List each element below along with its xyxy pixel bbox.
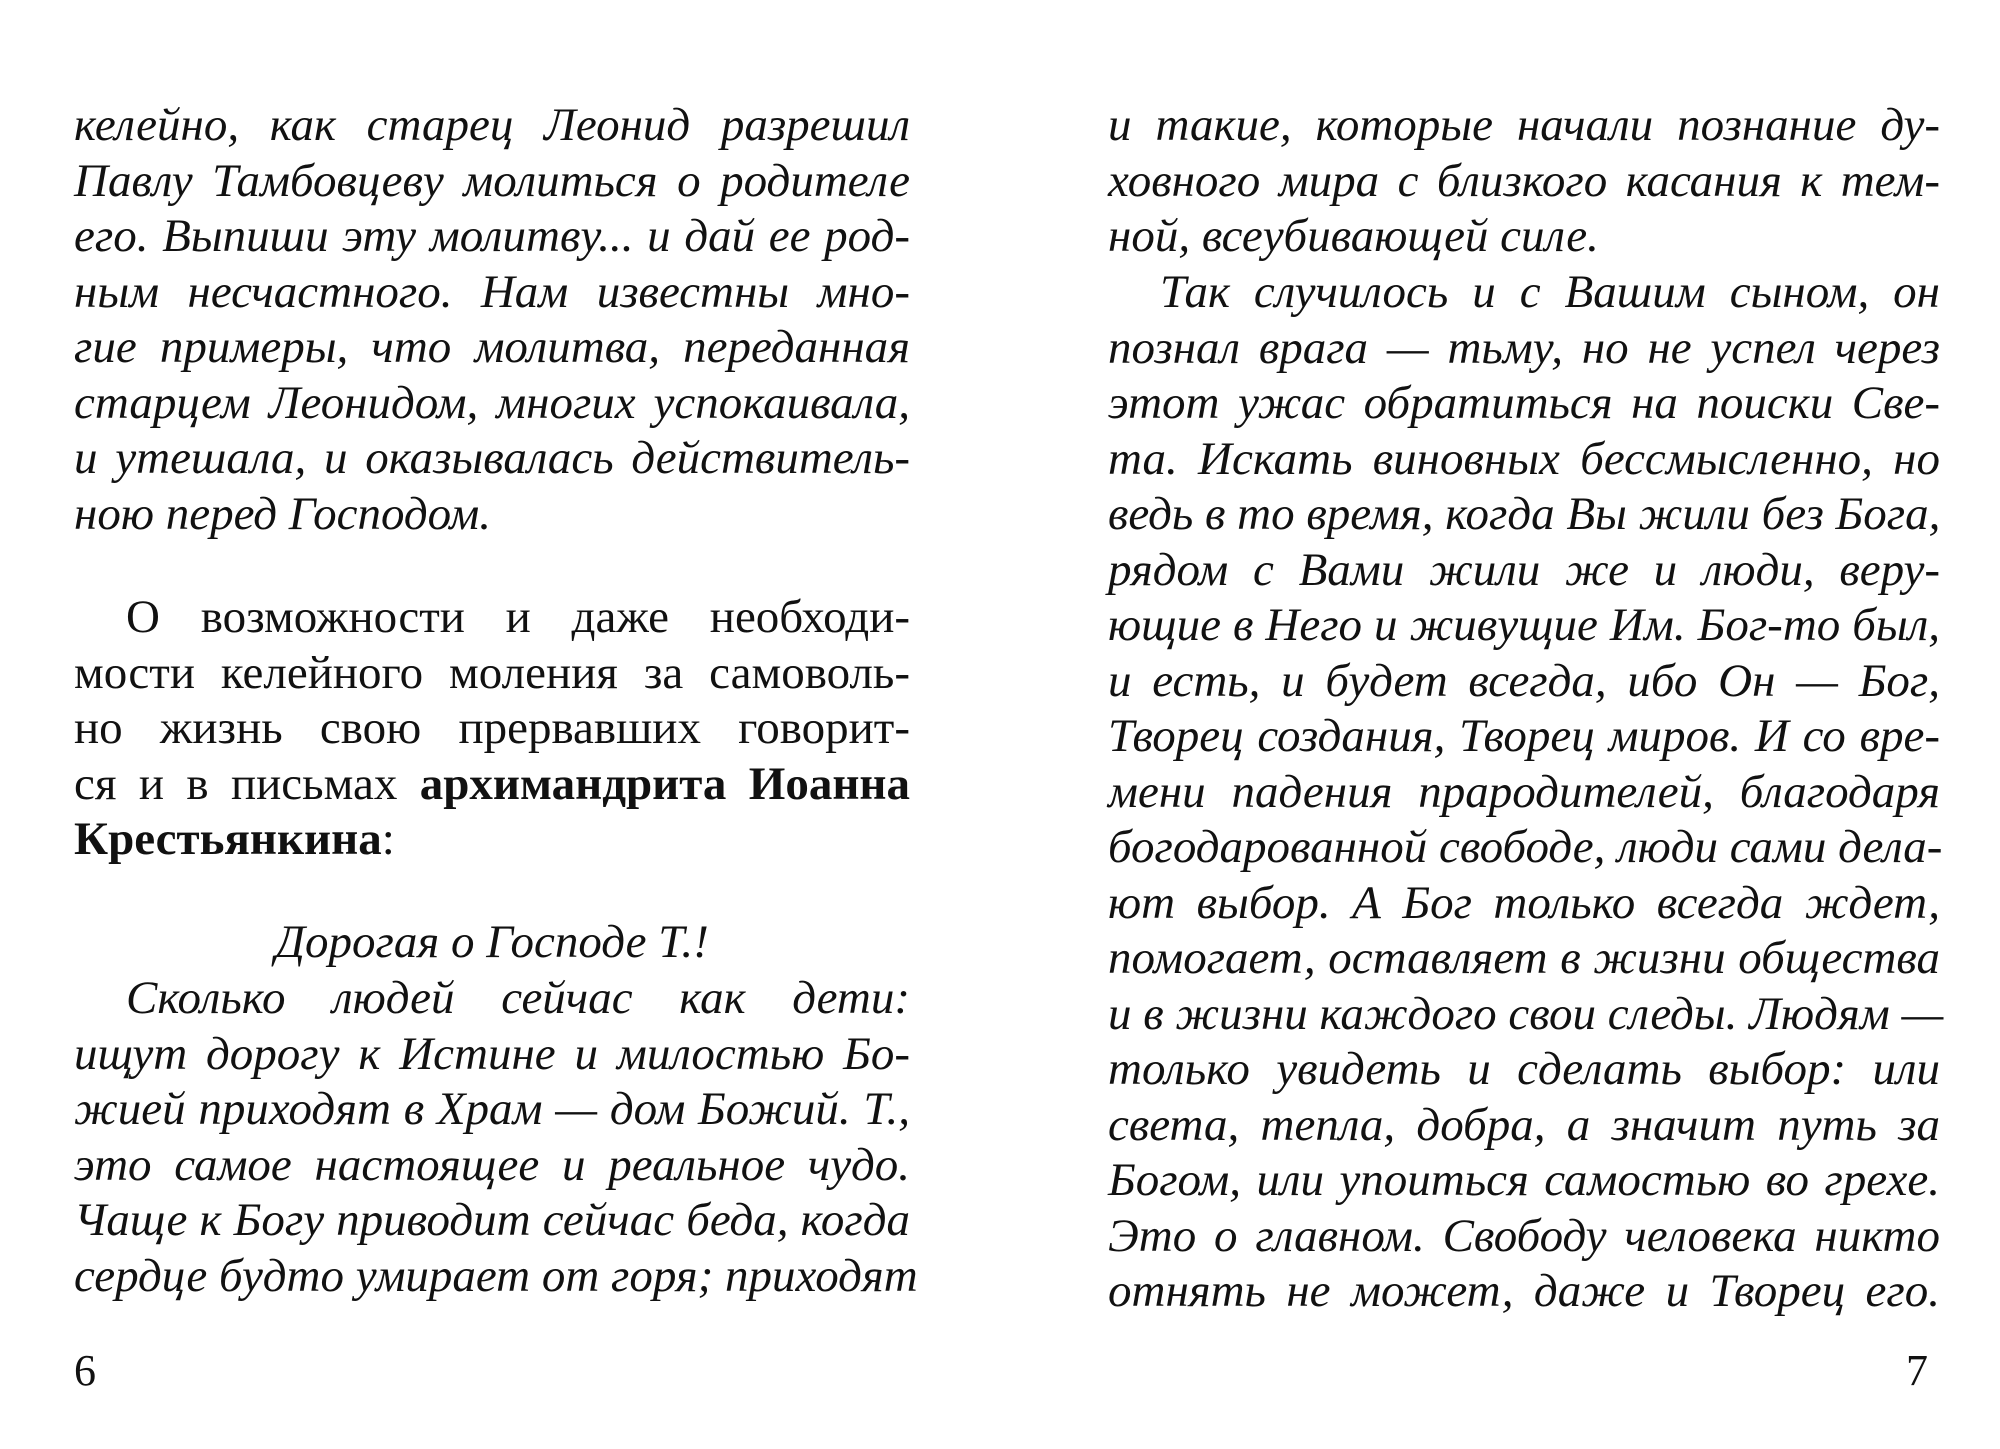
text-line: Чаще к Богу приводит сейчас беда, когда	[74, 1194, 910, 1246]
text-line: ведь в то время, когда Вы жили без Бога,	[1108, 488, 1941, 540]
page-number: 7	[1906, 1346, 1928, 1395]
right-paragraph-1	[1108, 98, 1940, 265]
colon: :	[381, 813, 395, 865]
text-line: Так случилось и с Вашим сыном, он	[1160, 266, 1940, 318]
text-line: та. Искать виновных бессмысленно, но	[1108, 432, 1940, 485]
text-line: и в жизни каждого свои следы. Людям —	[1108, 987, 1944, 1040]
text-line: ющие в Него и живущие Им. Бог-то был,	[1108, 599, 1940, 651]
text-line: Богом, или упоиться самостью во грехе.	[1108, 1154, 1940, 1206]
text-line: познал врага — тьму, но не успел через	[1108, 321, 1940, 374]
text-line	[74, 812, 910, 868]
text-line: О возможности и даже необходи-	[126, 591, 910, 643]
text-line: келейно, как старец Леонид разрешил	[74, 99, 910, 151]
text-line: и есть, и будет всегда, ибо Он — Бог,	[1108, 654, 1940, 707]
text-plain: ся и в письмах	[74, 757, 420, 810]
text-line: гие примеры, что молитва, переданная	[74, 321, 910, 373]
text-line: Павлу Тамбовцеву молиться о родителе	[74, 154, 910, 207]
right-page	[1000, 0, 2000, 1449]
text-line: Это о главном. Свободу человека никто	[1108, 1209, 1940, 1262]
text-line: ют выбор. А Бог только всегда ждет,	[1108, 876, 1940, 929]
salutation-line: Дорогая о Господе Т.!	[275, 916, 709, 968]
text-line: это самое настоящее и реальное чудо.	[74, 1138, 910, 1191]
text-line: света, тепла, добра, а значит путь за	[1108, 1098, 1940, 1151]
text-line: мости келейного моления за самоволь-	[74, 646, 910, 699]
text-line: Сколько людей сейчас как дети:	[126, 972, 910, 1024]
text-line: рядом с Вами жили же и люди, веру-	[1108, 543, 1940, 596]
left-paragraph-2	[74, 590, 910, 868]
text-line: этот ужас обратиться на поиски Све-	[1108, 377, 1940, 429]
text-line: ным несчастного. Нам известны мно-	[74, 265, 910, 318]
text-line: Творец создания, Творец миров. И со вре-	[1108, 710, 1940, 762]
text-line: ной, всеубивающей силе.	[1108, 210, 1599, 262]
text-line: только увидеть и сделать выбор: или	[1108, 1043, 1940, 1095]
text-line: мени падения прародителей, благодаря	[1108, 765, 1940, 818]
text-line: жией приходят в Храм — дом Божий. Т.,	[74, 1083, 910, 1135]
page-number: 6	[74, 1346, 96, 1395]
text-line: богодарованной свободе, люди сами дела-	[1108, 821, 1943, 873]
author-name-part2: Крестьянкина	[74, 813, 382, 865]
text-line: сердце будто умирает от горя; приходят	[74, 1249, 918, 1302]
text-line: ною перед Господом.	[74, 487, 492, 540]
author-name-part1: архимандрита Иоанна	[419, 757, 910, 810]
letter-salutation	[74, 915, 910, 971]
letter-paragraph	[74, 971, 918, 1304]
text-line: и утешала, и оказывалась действитель-	[74, 432, 910, 484]
text-line: помогает, оставляет в жизни общества	[1108, 932, 1940, 984]
text-line: ищут дорогу к Истине и милостью Бо-	[74, 1027, 910, 1080]
text-line: ховного мира с близкого касания к тем-	[1108, 154, 1940, 207]
text-line: старцем Леонидом, многих успокаивала,	[74, 376, 910, 429]
text-line	[74, 757, 910, 813]
left-paragraph-1	[74, 98, 910, 542]
text-line: отнять не может, даже и Творец его.	[1108, 1265, 1940, 1317]
right-paragraph-2	[1108, 265, 1944, 1320]
text-line: его. Выпиши эту молитву... и дай ее род-	[74, 210, 910, 262]
text-line: но жизнь свою прервавших говорит-	[74, 702, 910, 754]
text-line: и такие, которые начали познание ду-	[1108, 99, 1940, 151]
